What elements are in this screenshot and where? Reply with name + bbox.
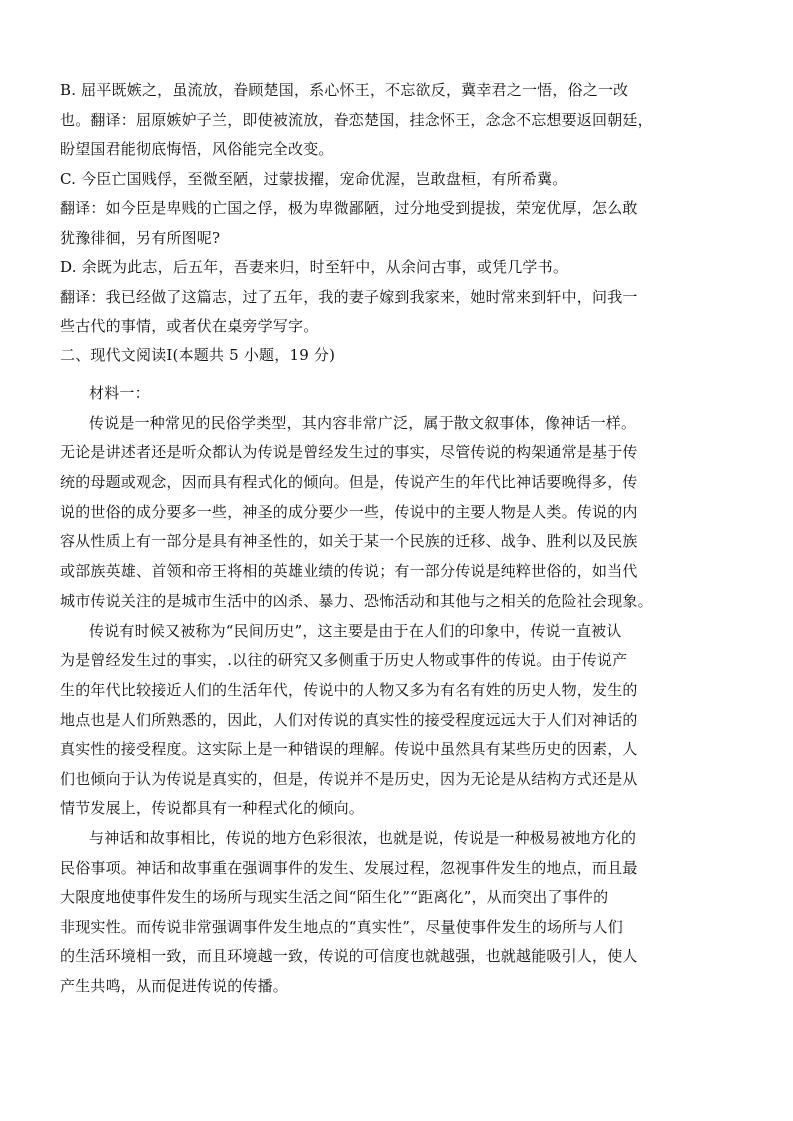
paragraph-1-line-7: 城市传说关注的是城市生活中的凶杀、暴力、恐怖活动和其他与之相关的危险社会现象。 xyxy=(60,592,653,610)
paragraph-1-line-5: 容从性质上有一部分是具有神圣性的，如关于某一个民族的迁移、战争、胜利以及民族 xyxy=(60,532,638,550)
paragraph-2-line-5: 真实性的接受程度。这实际上是一种错误的理解。传说中虽然具有某些历史的因素，人 xyxy=(60,740,638,758)
paragraph-1-line-4: 说的世俗的成分要多一些，神圣的成分要少一些，传说中的主要人物是人类。传说的内 xyxy=(60,503,638,521)
material-label: 材料一： xyxy=(89,384,150,402)
option-b-line-2: 也。翻译：屈原嫉妒子兰，即使被流放，眷恋楚国，挂念怀王，念念不忘想要返回朝廷， xyxy=(60,111,653,129)
paragraph-1-line-2: 无论是讲述者还是听众都认为传说是曾经发生过的事实，尽管传说的构架通常是基于传 xyxy=(60,443,638,461)
paragraph-2-line-7: 情节发展上，传说都具有一种程式化的倾向。 xyxy=(60,799,365,817)
option-c-line-3: 犹豫徘徊，另有所图呢? xyxy=(60,229,221,247)
option-d-line-2: 翻译：我已经做了这篇志，过了五年，我的妻子嫁到我家来，她时常来到轩中，问我一 xyxy=(60,288,638,306)
option-c-line-2: 翻译：如今臣是卑贱的亡国之俘，极为卑微鄙陋，过分地受到提拔，荣宠优厚，怎么敢 xyxy=(60,199,638,217)
option-c-line-1: C. 今臣亡国贱俘，至微至陋，过蒙拔擢，宠命优渥，岂敢盘桓，有所希冀。 xyxy=(60,170,568,188)
option-d-line-3: 些古代的事情，或者伏在桌旁学写字。 xyxy=(60,317,319,335)
paragraph-3-line-3: 大限度地使事件发生的场所与现实生活之间“陌生化”“距离化”，从而突出了事件的 xyxy=(60,888,609,906)
paragraph-3-line-4: 非现实性。而传说非常强调事件发生地点的“真实性”，尽量使事件发生的场所与人们 xyxy=(60,918,623,936)
paragraph-3-line-1: 与神话和故事相比，传说的地方色彩很浓，也就是说，传说是一种极易被地方化的 xyxy=(89,829,637,847)
option-d-line-1: D. 余既为此志，后五年，吾妻来归，时至轩中，从余问古事，或凭几学书。 xyxy=(60,258,569,276)
paragraph-2-line-3: 生的年代比较接近人们的生活年代，传说中的人物又多为有名有姓的历史人物，发生的 xyxy=(60,681,638,699)
paragraph-2-line-2: 为是曾经发生过的事实，.以往的研究又多侧重于历史人物或事件的传说。由于传说产 xyxy=(60,651,628,669)
paragraph-2-line-4: 地点也是人们所熟悉的，因此，人们对传说的真实性的接受程度远远大于人们对神话的 xyxy=(60,711,638,729)
paragraph-1-line-1: 传说是一种常见的民俗学类型，其内容非常广泛，属于散文叙事体，像神话一样。 xyxy=(89,414,637,432)
paragraph-2-line-6: 们也倾向于认为传说是真实的，但是，传说并不是历史，因为无论是从结构方式还是从 xyxy=(60,770,638,788)
option-b-line-3: 盼望国君能彻底悔悟，风俗能完全改变。 xyxy=(60,140,334,158)
section-heading: 二、现代文阅读Ⅰ(本题共 5 小题，19 分) xyxy=(60,346,336,364)
paragraph-3-line-2: 民俗事项。神话和故事重在强调事件的发生、发展过程，忽视事件发生的地点，而且最 xyxy=(60,859,638,877)
paragraph-3-line-6: 产生共鸣，从而促进传说的传播。 xyxy=(60,977,289,995)
paragraph-2-line-1: 传说有时候又被称为“民间历史”，这主要是由于在人们的印象中，传说一直被认 xyxy=(89,622,622,640)
paragraph-3-line-5: 的生活环境相一致，而且环境越一致，传说的可信度也就越强，也就越能吸引人，使人 xyxy=(60,947,638,965)
option-b-line-1: B. 屈平既嫉之，虽流放，眷顾楚国，系心怀王，不忘欲反，冀幸君之一悟，俗之一改 xyxy=(60,81,629,99)
paragraph-1-line-6: 或部族英雄、首领和帝王将相的英雄业绩的传说；有一部分传说是纯粹世俗的，如当代 xyxy=(60,562,638,580)
paragraph-1-line-3: 统的母题或观念，因而具有程式化的倾向。但是，传说产生的年代比神话要晚得多，传 xyxy=(60,473,638,491)
